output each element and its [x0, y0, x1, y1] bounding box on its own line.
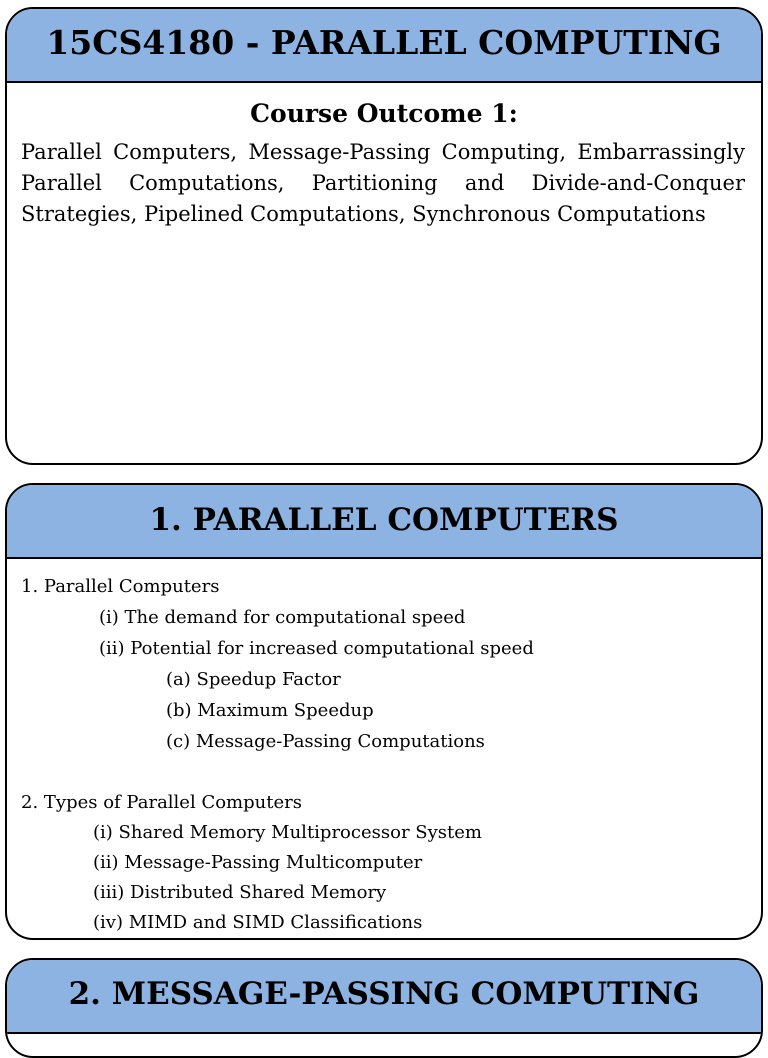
- slide-title: 1. PARALLEL COMPUTERS: [7, 485, 761, 559]
- outline-heading: 2. Types of Parallel Computers: [21, 792, 302, 813]
- outcome-description: Parallel Computers, Message-Passing Computing, Embarrassingly Parallel Computations, Partitioning and Divide-and-Conquer Strategies, Pipelined Computations, Synchronous Computations: [21, 140, 745, 226]
- slide-course-outcome: [5, 7, 763, 465]
- outline-item: (iii) Distributed Shared Memory: [93, 882, 387, 903]
- outline-item: (ii) Potential for increased computational speed: [99, 638, 534, 659]
- outline-heading: 1. Parallel Computers: [21, 576, 220, 597]
- slide-title: 2. MESSAGE-PASSING COMPUTING: [7, 960, 761, 1034]
- outline-item: (ii) Message-Passing Multicomputer: [93, 852, 423, 873]
- outline-subitem: (b) Maximum Speedup: [166, 700, 374, 721]
- outline-item: (i) The demand for computational speed: [99, 607, 466, 628]
- outline-subitem: (c) Message-Passing Computations: [166, 731, 485, 752]
- outline-subitem: (a) Speedup Factor: [166, 669, 341, 690]
- outline-item: (i) Shared Memory Multiprocessor System: [93, 822, 482, 843]
- outline-item: (iv) MIMD and SIMD Classifications: [93, 912, 423, 933]
- topic-outline: [7, 559, 761, 938]
- slide-parallel-computers: [5, 483, 763, 940]
- slide-title: 15CS4180 - PARALLEL COMPUTING: [7, 9, 761, 83]
- outcome-heading: Course Outcome 1:: [250, 99, 518, 128]
- slide-message-passing: [5, 958, 763, 1058]
